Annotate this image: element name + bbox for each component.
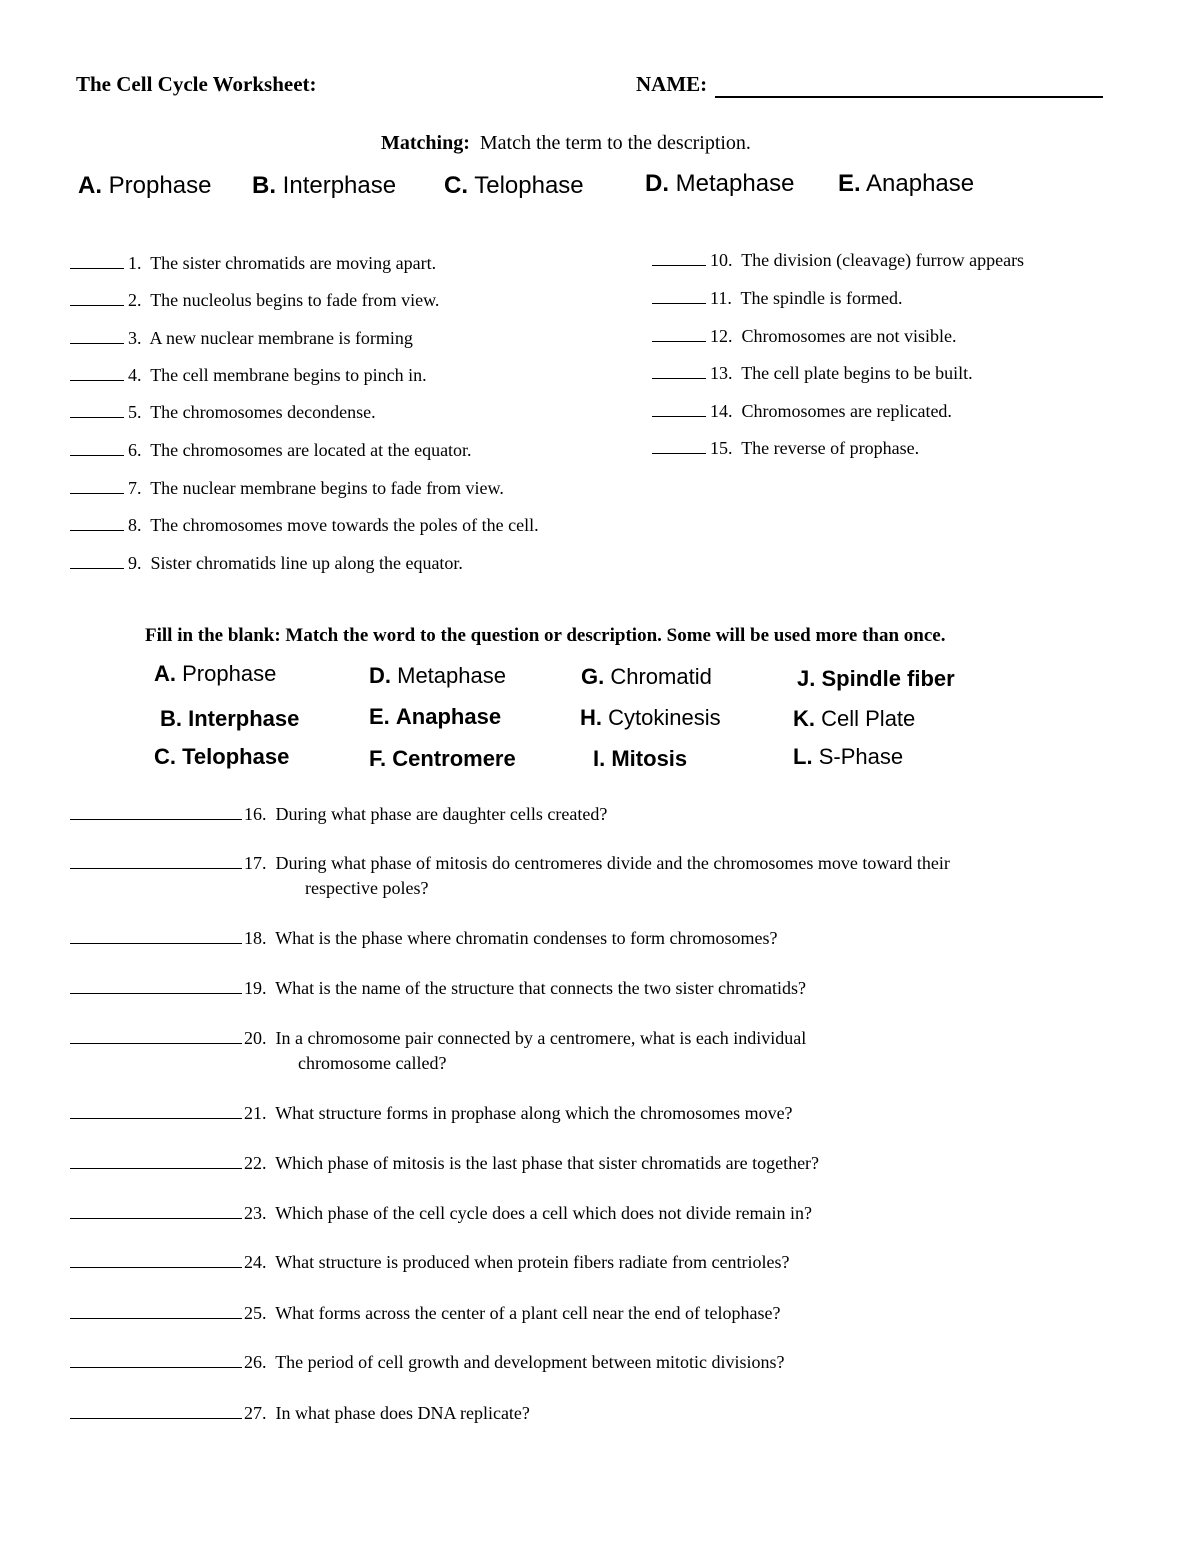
matching-question: 13. The cell plate begins to be built. (652, 363, 973, 384)
fill-question: 16. During what phase are daughter cells created? (70, 804, 607, 825)
fill-question: 19. What is the name of the structure that connects the two sister chromatids? (70, 978, 806, 999)
word-g: G. Chromatid (581, 664, 712, 689)
fill-question: 17. During what phase of mitosis do centromeres divide and the chromosomes move toward their (70, 853, 950, 874)
matching-question: 14. Chromosomes are replicated. (652, 401, 952, 422)
term-c (444, 172, 584, 200)
term-text: Interphase (282, 172, 397, 199)
answer-blank[interactable] (70, 1154, 242, 1169)
answer-blank[interactable] (652, 402, 706, 417)
word-i: I. Mitosis (593, 746, 688, 771)
answer-blank[interactable] (70, 929, 242, 944)
matching-question: 4. The cell membrane begins to pinch in. (70, 365, 427, 386)
matching-question: 9. Sister chromatids line up along the equator. (70, 553, 463, 574)
answer-blank[interactable] (70, 366, 124, 381)
answer-blank[interactable] (70, 805, 242, 820)
fill-question: 18. What is the phase where chromatin condenses to form chromosomes? (70, 928, 778, 949)
fill-question: 20. In a chromosome pair connected by a centromere, what is each individual (70, 1028, 806, 1049)
answer-blank[interactable] (70, 1353, 242, 1368)
fill-question: 23. Which phase of the cell cycle does a cell which does not divide remain in? (70, 1203, 812, 1224)
term-letter: E. (838, 170, 861, 197)
term-e (838, 170, 974, 198)
name-label: NAME: (636, 72, 708, 96)
question-continuation: chromosome called? (298, 1053, 447, 1073)
term-a (78, 172, 211, 200)
answer-blank[interactable] (70, 1304, 242, 1319)
answer-blank[interactable] (70, 329, 124, 344)
matching-question: 10. The division (cleavage) furrow appears (652, 250, 1024, 271)
answer-blank[interactable] (70, 979, 242, 994)
matching-question: 11. The spindle is formed. (652, 288, 903, 309)
fill-question: 22. Which phase of mitosis is the last phase that sister chromatids are together? (70, 1153, 819, 1174)
matching-instruction-text: Match the term to the description. (479, 132, 751, 154)
name-field[interactable] (715, 96, 1103, 98)
fill-in-instruction: Fill in the blank: Match the word to the question or description. Some will be used more than once. (145, 625, 946, 646)
answer-blank[interactable] (70, 516, 124, 531)
term-d (645, 170, 794, 198)
matching-question: 8. The chromosomes move towards the poles of the cell. (70, 515, 539, 536)
answer-blank[interactable] (70, 1029, 242, 1044)
term-text: Telophase (474, 172, 584, 199)
answer-blank[interactable] (70, 441, 124, 456)
answer-blank[interactable] (652, 327, 706, 342)
word-l: L. S-Phase (793, 744, 904, 769)
matching-instruction (381, 132, 751, 155)
term-text: Anaphase (866, 170, 975, 197)
word-h: H. Cytokinesis (580, 705, 721, 730)
matching-question: 12. Chromosomes are not visible. (652, 326, 956, 347)
word-f: F. Centromere (369, 746, 516, 771)
word-k: K. Cell Plate (793, 706, 916, 731)
matching-question: 3. A new nuclear membrane is forming (70, 328, 413, 349)
answer-blank[interactable] (70, 554, 124, 569)
matching-question: 7. The nuclear membrane begins to fade from view. (70, 478, 504, 499)
word-e: E. Anaphase (369, 704, 502, 729)
answer-blank[interactable] (652, 251, 706, 266)
matching-question: 2. The nucleolus begins to fade from view. (70, 290, 439, 311)
term-letter: C. (444, 172, 468, 199)
term-letter: D. (645, 170, 669, 197)
question-continuation: respective poles? (305, 878, 429, 898)
word-d: D. Metaphase (369, 663, 506, 688)
matching-question: 5. The chromosomes decondense. (70, 402, 376, 423)
term-text: Metaphase (675, 170, 795, 197)
answer-blank[interactable] (70, 479, 124, 494)
term-text: Prophase (108, 172, 212, 199)
worksheet-title: The Cell Cycle Worksheet: (76, 72, 317, 96)
term-letter: A. (78, 172, 102, 199)
matching-heading: Matching: (381, 132, 470, 154)
term-b (252, 172, 396, 200)
fill-question: 27. In what phase does DNA replicate? (70, 1403, 530, 1424)
term-letter: B. (252, 172, 276, 199)
answer-blank[interactable] (652, 439, 706, 454)
matching-question: 15. The reverse of prophase. (652, 438, 919, 459)
answer-blank[interactable] (70, 291, 124, 306)
fill-question: 25. What forms across the center of a plant cell near the end of telophase? (70, 1303, 780, 1324)
fill-question: 21. What structure forms in prophase along which the chromosomes move? (70, 1103, 793, 1124)
word-b: B. Interphase (160, 706, 300, 731)
fill-question: 24. What structure is produced when protein fibers radiate from centrioles? (70, 1252, 790, 1273)
answer-blank[interactable] (652, 289, 706, 304)
answer-blank[interactable] (70, 403, 124, 418)
answer-blank[interactable] (70, 1204, 242, 1219)
word-j: J. Spindle fiber (797, 666, 955, 691)
word-c: C. Telophase (154, 744, 290, 769)
answer-blank[interactable] (70, 854, 242, 869)
answer-blank[interactable] (70, 1104, 242, 1119)
word-a: A. Prophase (154, 661, 277, 686)
matching-question: 1. The sister chromatids are moving apart. (70, 253, 436, 274)
answer-blank[interactable] (70, 1253, 242, 1268)
answer-blank[interactable] (70, 1404, 242, 1419)
answer-blank[interactable] (652, 364, 706, 379)
matching-question: 6. The chromosomes are located at the equator. (70, 440, 472, 461)
fill-question: 26. The period of cell growth and development between mitotic divisions? (70, 1352, 785, 1373)
answer-blank[interactable] (70, 254, 124, 269)
